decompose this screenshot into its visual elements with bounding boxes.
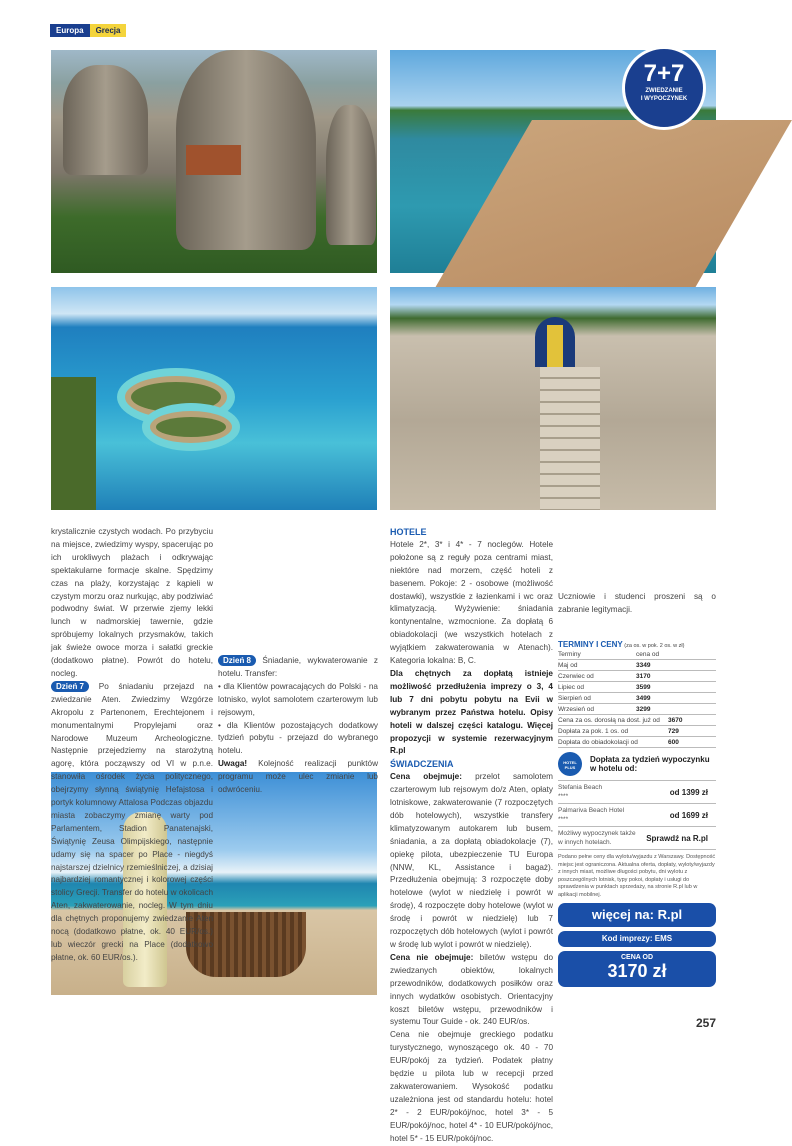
day-7-badge: Dzień 7: [51, 681, 89, 692]
hotels-extension-text: Dla chętnych za dopłatą istnieje możliwość przedłużenia imprezy o 3, 4 lub 7 dni pobytu pobytu na Evii w wybranym przez Państwa hotelu. Opisy hoteli w dalszej części katalogu. Więcej propozycji w systemie rezerwacyjnym R.pl: [390, 668, 553, 756]
includes-label: Cena obejmuje:: [390, 772, 462, 782]
includes-text: przelot samolotem czarterowym lub rejsowym do/z Aten, opłaty lotniskowe, zakwaterowanie (7 rozpoczętych dób hotelowych), wszystkie transfery klimatyzowanym autokarem lub busem, śniadania, a za dopłatą obiadokolacje (7), opiekę pilota, ubezpieczenie TU Europa (NNW, KL, Assistance i bagaż). Przedłużenia obejmują: 3 rozpoczęte doby hotelowe (wylot w niedzielę i powrót w środę), 4 rozpoczęte doby hotelowe (wylot w środę i powrót w niedzielę) lub 7 rozpoczętych dób hotelowych (wylot i powrót w środę lub wylot i powrót w niedzielę).: [390, 772, 553, 949]
promo-badge-line2: I WYPOCZYNEK: [640, 96, 688, 102]
day-8-badge: Dzień 8: [218, 655, 256, 666]
hotel-plus-icon: HOTEL PLUS: [558, 752, 582, 776]
excludes-text: biletów wstępu do zwiedzanych obiektów, lokalnych przewodników, dodatkowych posiłków oraz innych wydatków osobistych. Orientacyjny koszt biletów wstępu, przewodników i systemu Tour Guide - ok. 240 EUR/os.: [390, 952, 553, 1027]
hotel-row: Palmariva Beach Hotel **** od 1699 zł: [558, 804, 716, 827]
check-link[interactable]: Sprawdź na R.pl: [646, 833, 708, 843]
price-label: CENA OD: [620, 954, 654, 961]
note-text: Kolejność realizacji punktów programu może ulec zmianie lub odwróceniu.: [218, 759, 378, 795]
tax-text: Cena nie obejmuje greckiego podatku turystycznego, wynoszącego ok. 40 - 70 EUR/pokój za tydzień. Podatek płatny będzie u pilota lub w recepcji przed zakwaterowaniem. Wysokość podatku uzależniona jest od standardu hotelu: hotel 2* - 2 EUR/pokój/noc, hotel 3* - 5 EUR/pokój/noc, hotel 4* - 10 EUR/pokój/noc, hotel 5* - 15 EUR/pokój/noc.: [390, 1030, 553, 1143]
photo-panathenaic-stadium: [390, 287, 716, 510]
bullet-return: • dla Klientów powracających do Polski - na lotnisko, wylot samolotem czarterowym lub rejsowym,: [218, 681, 378, 717]
day-7-text: Po śniadaniu przejazd na zwiedzanie Aten. Zwiedzimy Wzgórze Akropolu z Partenonem, Erechtejonem i monumentalnymi Propylejami oraz Narodowe Muzeum Archeologiczne. Następnie przejedziemy na starożytną agorę, która począwszy od VI w p.n.e. stanowiła ośrodek życia politycznego, obejrzymy słynną świątynię Hefajstosa i portyk kolumnowy Attalosa Podczas objazdu miasta zobaczymy zmianę warty pod Parlamentem, Stadion Panatenajski, Świątynię Zeusa Olimpijskiego, następnie udamy się na spacer po Place - niegdyś najstarszej dzielnicy rzemieślniczej, a dzisiaj najbardziej romantycznej i kolorowej części stolicy Grecji. Transfer do hotelu w okolicach Aten, zakwaterowanie, nocleg. W tym dniu dla chętnych proponujemy zwiedzanie Aten nocą (dodatkowo płatne, ok. 40 EUR/os.) lub wieczór grecki na Place (dodatkowo płatne, ok. 60 EUR/os.).: [51, 681, 213, 962]
page-number: 257: [696, 1016, 717, 1030]
prices-title-sub: (za os. w pok. 2 os. w zł): [622, 643, 685, 649]
prices-table: [558, 640, 716, 748]
note-label: Uwaga!: [218, 759, 248, 769]
program-text-col2: [218, 526, 378, 797]
prices-title: [558, 640, 716, 649]
hotel-plus-title: Dopłata za tydzień wypoczynku w hotelu od:: [590, 755, 710, 773]
promo-badge-line1: ZWIEDZANIE: [645, 88, 683, 94]
photo-islands-lagoon: [51, 287, 377, 510]
price-row: Maj od 3349: [558, 660, 716, 671]
hotel-row-other: Możliwy wypoczynek także w innych hotelach. Sprawdź na R.pl: [558, 827, 716, 850]
hotels-services-col: [390, 526, 553, 1143]
program-text-col1: [51, 526, 213, 965]
services-heading: ŚWIADCZENIA: [390, 759, 454, 770]
photo-meteora-monastery: [51, 50, 377, 273]
sidebar-offer-column: [558, 752, 716, 987]
col-price: cena od: [636, 650, 660, 658]
students-col: [558, 526, 716, 617]
extra-row: Cena za os. dorosłą na dost. już od 3670: [558, 715, 716, 726]
price-value: 3170 zł: [607, 961, 667, 981]
breadcrumb-region[interactable]: Europa: [50, 24, 90, 37]
disclaimer: Podano pełne ceny dla wylotu/wyjazdu z Warszawy. Dostępność miejsc jest ograniczona. Aktualna oferta, dopłaty, wyloty/wyjazdy z innych miast, możliwe długości pobytu, dni wylotu z poszczególnych lotnisk, typy pokoi, dopłaty i usługi do sprawdzenia w punktach sprzedaży, na stronie R.pl lub w aplikacji mobilnej.: [558, 854, 716, 898]
hotel-row: Stefania Beach **** od 1399 zł: [558, 781, 716, 804]
excludes-label: Cena nie obejmuje:: [390, 952, 474, 962]
col-term: Terminy: [558, 650, 581, 658]
promo-badge-title: 7+7: [643, 60, 685, 87]
price-row: Wrzesień od 3299: [558, 704, 716, 715]
price-row: Lipiec od 3599: [558, 682, 716, 693]
price-box: [558, 951, 716, 987]
trip-code: Kod imprezy: EMS: [558, 931, 716, 947]
program-paragraph: krystalicznie czystych wodach. Po przybyciu na miejsce, zwiedzimy wyspy, spacerując po ich urokliwych plażach i odkrywając spektakularne formacje skalne. Spędzimy czas na plaży, korzystając z kąpieli w czystym morzu oraz nurkując, aby podziwiać podwodny świat. W przerwie zjemy lekki lunch w nadmorskiej tawernie, gdzie spróbujemy lokalnych przysmaków, takich jak świeże owoce morza i sałatki greckie (dodatkowo płatne). Powrót do hotelu, nocleg.: [51, 527, 213, 678]
hotels-heading: HOTELE: [390, 527, 427, 537]
hotel-plus-box: [558, 752, 716, 850]
price-row: Czerwiec od 3170: [558, 671, 716, 682]
extra-row: Dopłata za pok. 1 os. od 729: [558, 726, 716, 737]
breadcrumb: [50, 24, 126, 37]
price-row: Sierpień od 3499: [558, 693, 716, 704]
students-note: Uczniowie i studenci proszeni są o zabranie legitymacji.: [558, 592, 716, 614]
prices-title-main: TERMINY I CENY: [558, 640, 623, 649]
more-info-button[interactable]: więcej na: R.pl: [558, 903, 716, 927]
bullet-stay: • dla Klientów pozostających dodatkowy tydzień pobytu - przejazd do wybranego hotelu.: [218, 720, 378, 756]
breadcrumb-country[interactable]: Grecja: [90, 24, 127, 37]
extra-row: Dopłata do obiadokolacji od 600: [558, 737, 716, 748]
hotels-text: Hotele 2*, 3* i 4* - 7 noclegów. Hotele położone są z reguły poza centrami miast, niektóre nad morzem, część hoteli z basenem. Pokoje: 2 - osobowe (możliwość dostawki), wszystkie z łazienkami i wc oraz klimatyzacją. Wyżywienie: śniadania kontynentalne, wzmocnione. Za dopłatą 6 obiadokolacji (we wszystkich hotelach z wyjątkiem zakwaterowania w Atenach). Kategoria lokalna: B, C.: [390, 539, 553, 666]
promo-badge: [622, 46, 706, 130]
day-8-text: Śniadanie, wykwaterowanie z hotelu. Transfer:: [218, 656, 378, 678]
